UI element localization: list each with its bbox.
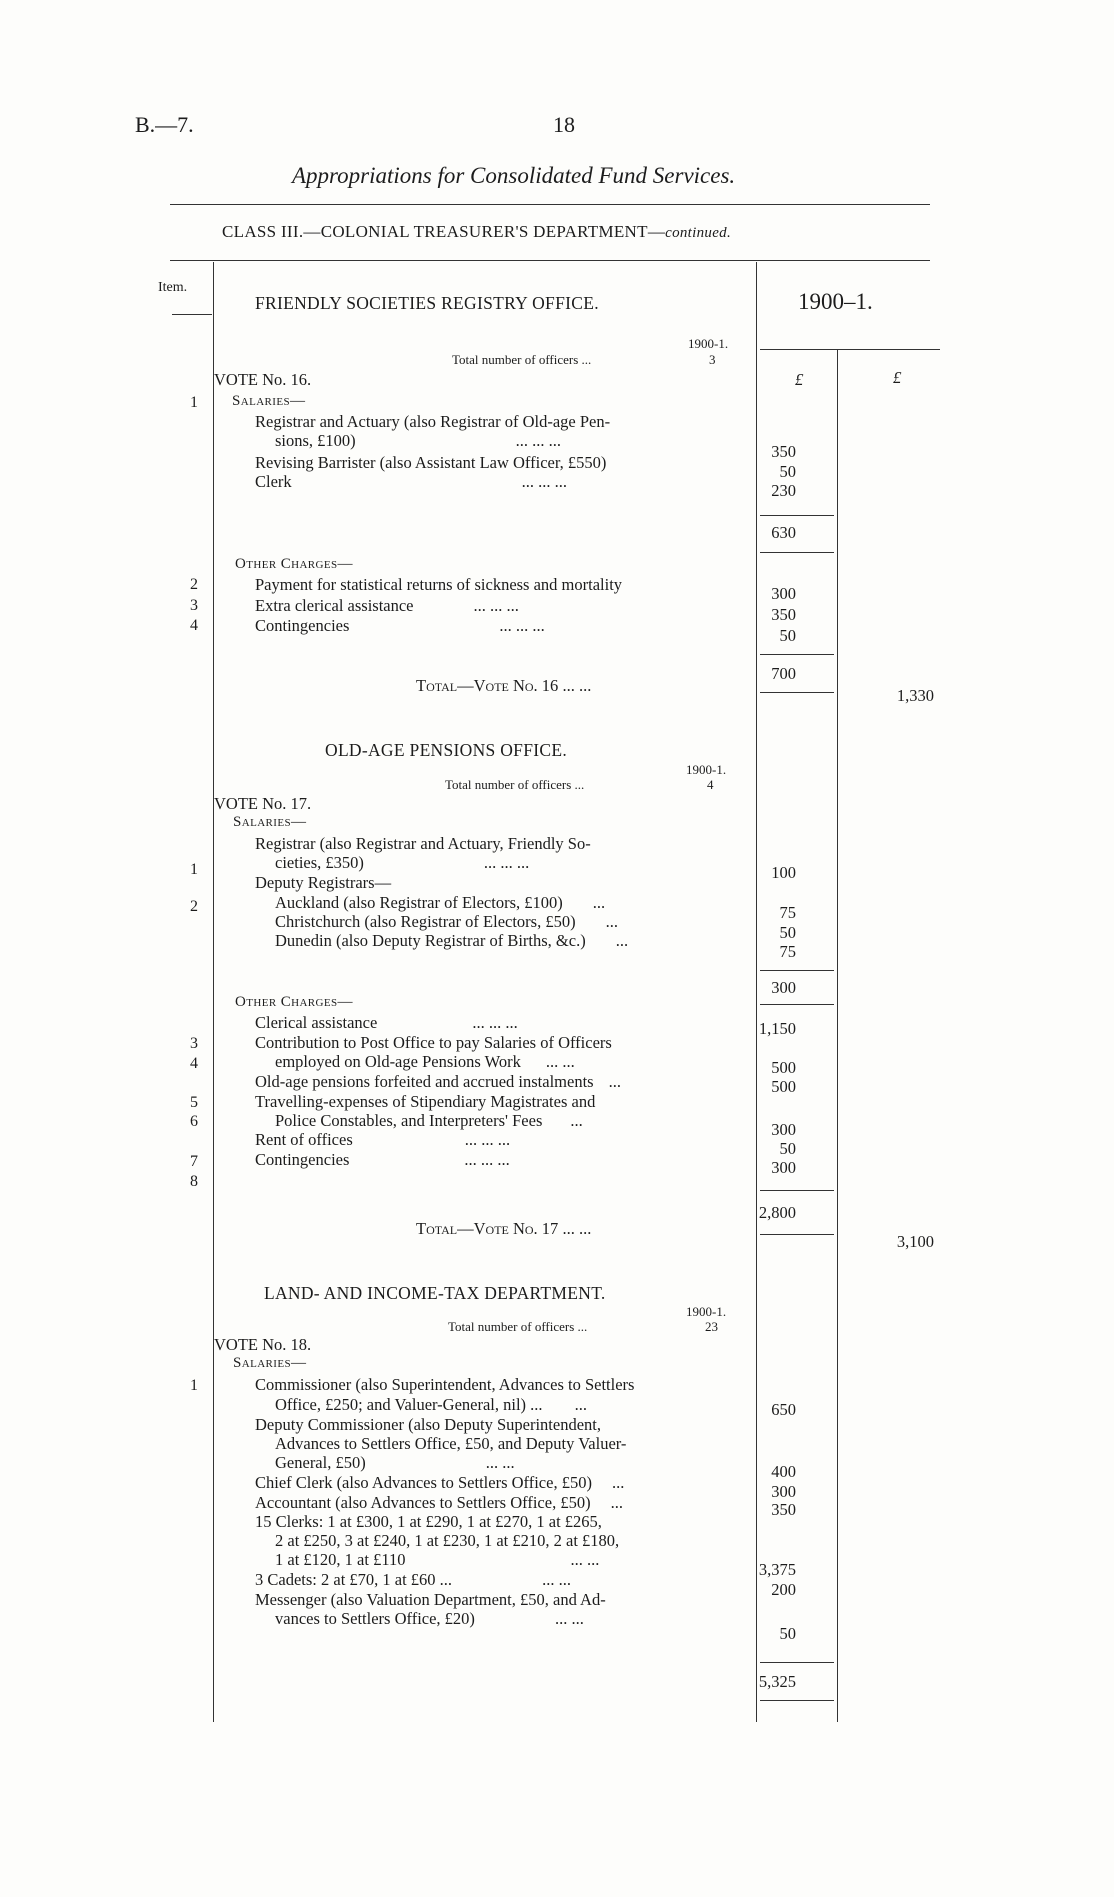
document-code: B.—7. [135, 112, 194, 137]
item-number: 2 [190, 898, 198, 915]
line-item: Messenger (also Valuation Department, £50, and Ad- [255, 1590, 606, 1609]
line-item: Travelling-expenses of Stipendiary Magistrates and [255, 1092, 596, 1111]
subtotal: 2,800 [758, 1203, 796, 1222]
item-number: 2 [190, 576, 198, 593]
line-item: cieties, £350) ... ... ... [275, 853, 530, 872]
line-item: Contribution to Post Office to pay Salaries of Officers [255, 1033, 612, 1052]
line-item: 3 Cadets: 2 at £70, 1 at £60 ... ... ... [255, 1570, 571, 1589]
line-item: vances to Settlers Office, £20) ... ... [275, 1609, 584, 1628]
section-title: LAND- AND INCOME-TAX DEPARTMENT. [264, 1283, 606, 1303]
item-number: 7 [190, 1153, 198, 1170]
officers-year: 1900-1. [686, 762, 727, 777]
line-item: sions, £100) ... ... ... [275, 431, 562, 450]
line-item: Clerical assistance ... ... ... [255, 1013, 518, 1032]
amount: 50 [779, 462, 796, 481]
subtotal: 5,325 [758, 1672, 796, 1691]
class-heading: CLASS III.—COLONIAL TREASURER'S DEPARTMENT—continued. [222, 222, 732, 241]
amount: 1,150 [758, 1019, 796, 1038]
officers-count: 3 [709, 352, 716, 367]
line-item: Chief Clerk (also Advances to Settlers Office, £50) ... [255, 1473, 625, 1492]
line-item: Auckland (also Registrar of Electors, £100) ... [275, 893, 606, 912]
amount: 300 [771, 1158, 796, 1177]
amount: 350 [771, 442, 796, 461]
year-header-rule [760, 349, 940, 350]
item-number: 4 [190, 617, 198, 634]
line-item: Clerk ... ... ... [255, 472, 568, 491]
section-title: OLD-AGE PENSIONS OFFICE. [325, 740, 568, 760]
currency-symbol: £ [795, 370, 804, 389]
vote-heading: VOTE No. 17. [214, 794, 312, 813]
item-number: 4 [190, 1055, 198, 1072]
line-item: Contingencies ... ... ... [255, 1150, 510, 1169]
line-item: Contingencies ... ... ... [255, 616, 545, 635]
amount: 300 [771, 584, 796, 603]
vote-heading: VOTE No. 18. [214, 1335, 312, 1354]
salaries-heading: Salaries— [233, 814, 307, 830]
amount: 50 [779, 1624, 796, 1643]
salaries-heading: Salaries— [232, 393, 306, 409]
line-item: Rent of offices ... ... ... [255, 1130, 511, 1149]
vote-total-label: Total—Vote No. 16 ... ... [416, 676, 592, 695]
amount: 100 [771, 863, 796, 882]
amount: 3,375 [758, 1560, 796, 1579]
officers-label: Total number of officers ... [452, 352, 592, 367]
vote-total: 3,100 [896, 1232, 934, 1251]
amount: 350 [771, 1500, 796, 1519]
currency-symbol: £ [893, 368, 902, 387]
amount: 50 [779, 923, 796, 942]
item-number: 1 [190, 1377, 198, 1394]
item-number: 1 [190, 394, 198, 411]
officers-label: Total number of officers ... [445, 777, 585, 792]
item-column-header: Item. [158, 280, 188, 295]
amount: 500 [771, 1077, 796, 1096]
vote-total-label: Total—Vote No. 17 ... ... [416, 1219, 592, 1238]
line-item: employed on Old-age Pensions Work ... ... [275, 1052, 575, 1071]
deputy-heading: Deputy Registrars— [255, 873, 392, 892]
amount: 350 [771, 605, 796, 624]
amount: 75 [779, 942, 796, 961]
title-rule [170, 204, 930, 205]
total-column-rule [837, 350, 838, 1722]
item-number: 8 [190, 1173, 198, 1190]
line-item: Deputy Commissioner (also Deputy Superintendent, [255, 1415, 601, 1434]
line-item: Registrar (also Registrar and Actuary, Friendly So- [255, 834, 591, 853]
other-charges-heading: Other Charges— [235, 994, 353, 1010]
amount: 230 [771, 481, 796, 500]
line-item: 15 Clerks: 1 at £300, 1 at £290, 1 at £270, 1 at £265, [255, 1512, 602, 1531]
line-item: Police Constables, and Interpreters' Fees ... [275, 1111, 583, 1130]
amount: 300 [771, 1482, 796, 1501]
officers-count: 4 [707, 777, 714, 792]
line-item: Christchurch (also Registrar of Electors, £50) ... [275, 912, 618, 931]
amount: 50 [779, 1139, 796, 1158]
officers-count: 23 [705, 1319, 718, 1334]
amount: 400 [771, 1462, 796, 1481]
other-charges-heading: Other Charges— [235, 556, 353, 572]
amount: 650 [771, 1400, 796, 1419]
page-title: Appropriations for Consolidated Fund Services. [292, 163, 736, 188]
section-title: FRIENDLY SOCIETIES REGISTRY OFFICE. [255, 293, 599, 313]
year-column-header: 1900–1. [798, 289, 873, 314]
line-item: Old-age pensions forfeited and accrued instalments ... [255, 1072, 621, 1091]
vote-heading: VOTE No. 16. [214, 370, 312, 389]
line-item: 1 at £120, 1 at £110 ... ... [275, 1550, 600, 1569]
item-number: 6 [190, 1113, 198, 1130]
officers-year: 1900-1. [688, 336, 729, 351]
line-item: Office, £250; and Valuer-General, nil) ... ... [275, 1395, 587, 1414]
amount: 75 [779, 903, 796, 922]
line-item: Registrar and Actuary (also Registrar of Old-age Pen- [255, 412, 611, 431]
line-item: Revising Barrister (also Assistant Law Officer, £550) [255, 453, 607, 472]
line-item: Commissioner (also Superintendent, Advances to Settlers [255, 1375, 635, 1394]
subtotal: 700 [771, 664, 796, 683]
item-number: 1 [190, 861, 198, 878]
page-number: 18 [553, 112, 575, 137]
salaries-heading: Salaries— [233, 1355, 307, 1371]
line-item: Extra clerical assistance ... ... ... [255, 596, 519, 615]
amount: 50 [779, 626, 796, 645]
table-top-rule [170, 260, 930, 261]
line-item: 2 at £250, 3 at £240, 1 at £230, 1 at £210, 2 at £180, [275, 1531, 620, 1550]
line-item: Accountant (also Advances to Settlers Office, £50) ... [255, 1493, 623, 1512]
officers-label: Total number of officers ... [448, 1319, 588, 1334]
amount: 500 [771, 1058, 796, 1077]
item-column-rule [213, 262, 214, 1722]
officers-year: 1900-1. [686, 1304, 727, 1319]
vote-total: 1,330 [896, 686, 934, 705]
amount: 200 [771, 1580, 796, 1599]
line-item: Advances to Settlers Office, £50, and Deputy Valuer- [275, 1434, 627, 1453]
line-item: Payment for statistical returns of sickness and mortality [255, 575, 623, 594]
line-item: General, £50) ... ... [275, 1453, 515, 1472]
amount: 300 [771, 1120, 796, 1139]
line-item: Dunedin (also Deputy Registrar of Births, &c.) ... [275, 931, 629, 950]
item-number: 3 [190, 1035, 198, 1052]
subtotal: 300 [771, 978, 796, 997]
item-number: 3 [190, 597, 198, 614]
item-number: 5 [190, 1094, 198, 1111]
subtotal: 630 [771, 523, 796, 542]
